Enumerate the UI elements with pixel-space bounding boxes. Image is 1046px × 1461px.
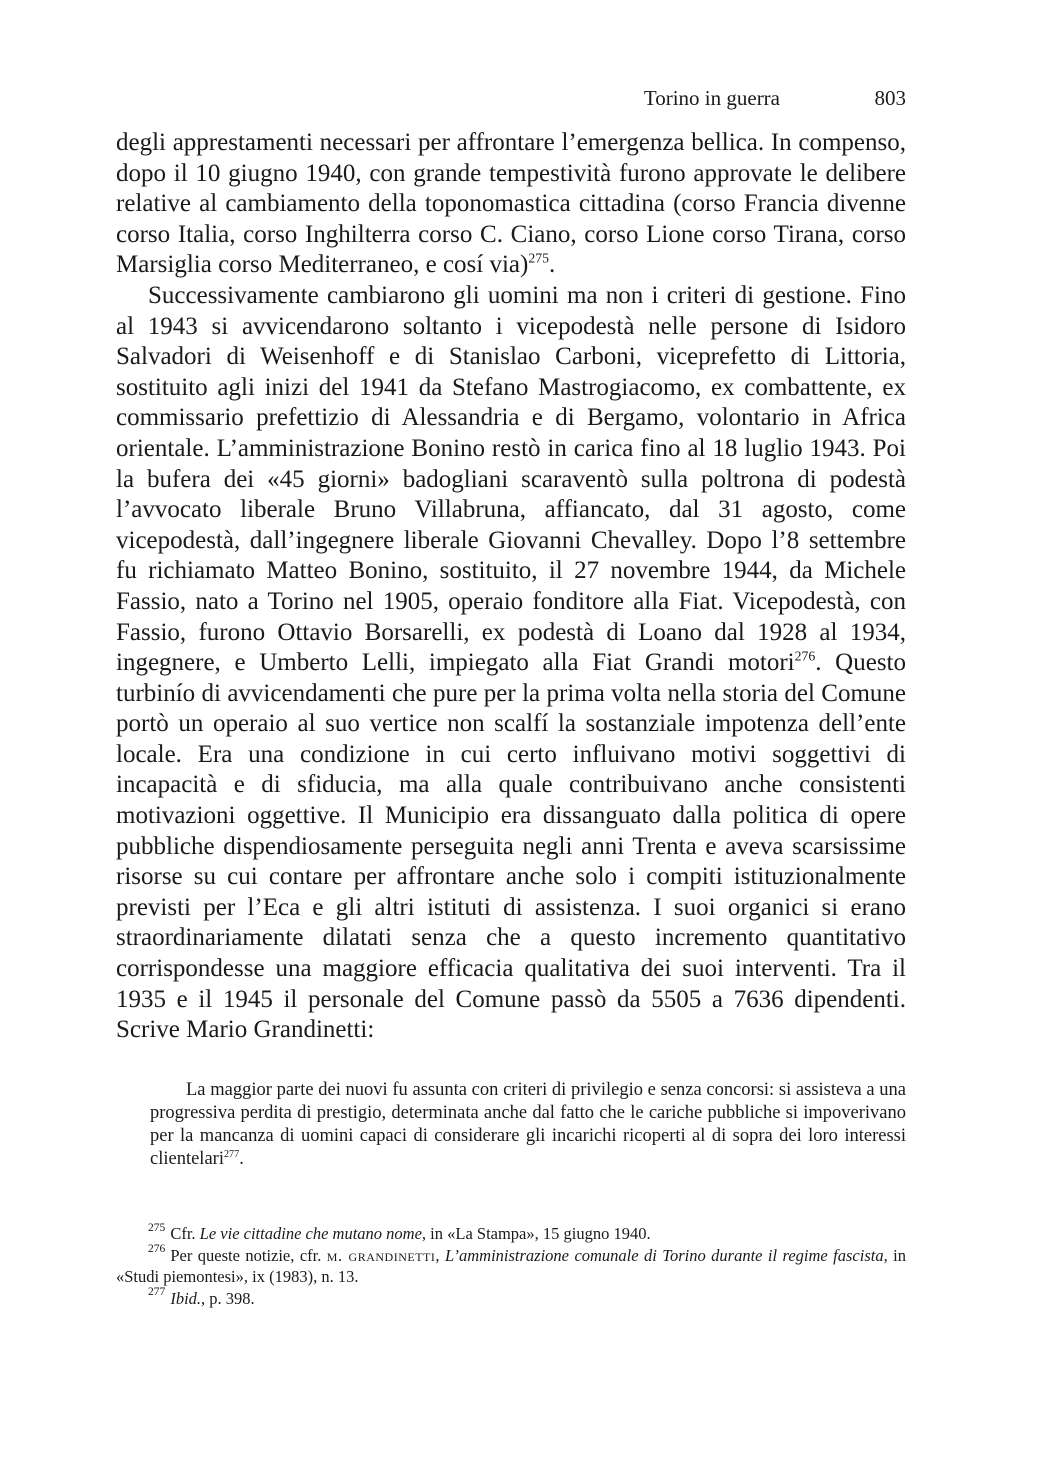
footnote-text: Cfr. (170, 1224, 200, 1243)
block-quote-end: . (239, 1149, 244, 1169)
footnote-276 (116, 1245, 906, 1288)
running-header (116, 82, 906, 114)
footnote-number: 275 (148, 1221, 166, 1234)
footnote-title: Le vie cittadine che mutano nome (199, 1224, 422, 1243)
paragraph-2 (116, 281, 906, 1046)
paragraph-1 (116, 128, 906, 281)
footnotes (116, 1223, 906, 1309)
paragraph-2-text: Successivamente cambiarono gli uomini ma non i criteri di gestione. Fino al 1943 si avvicendarono soltanto i vicepodestà nelle persone di Isidoro Salvadori di Weisenhoff e di Stanislao Carboni, viceprefetto di Littoria, sostituito agli inizi del 1941 da Stefano Mastrogiacomo, ex combattente, ex commissario prefettizio di Alessandria e di Bergamo, volontario in Africa orientale. L’amministrazione Bonino restò in carica fino al 18 luglio 1943. Poi la bufera dei «45 giorni» badogliani scaraventò sulla poltrona di podestà l’avvocato liberale Bruno Villabruna, affiancato, dal 31 agosto, come vicepodestà, dall’ingegnere liberale Giovanni Chevalley. Dopo l’8 settembre fu richiamato Matteo Bonino, sostituito, il 27 novembre 1944, da Michele Fassio, nato a Torino nel 1905, operaio fonditore alla Fiat. Vicepodestà, con Fassio, furono Ottavio Borsarelli, ex podestà di Loano dal 1928 al 1934, ingegnere, e Umberto Lelli, impiegato alla Fiat Grandi motori (116, 281, 906, 677)
footnote-ref-277[interactable]: 277 (223, 1148, 240, 1160)
footnote-275 (116, 1223, 906, 1245)
block-quote (150, 1079, 906, 1171)
page-number: 803 (874, 86, 906, 110)
main-text (116, 128, 906, 1046)
running-title: Torino in guerra (643, 86, 780, 110)
footnote-277 (116, 1288, 906, 1310)
footnote-title: Ibid. (170, 1288, 202, 1308)
footnote-number: 276 (148, 1243, 166, 1256)
footnote-text: , p. 398. (201, 1288, 255, 1308)
footnote-author: m. grandinetti (326, 1245, 436, 1265)
footnote-title: L’amministrazione comunale di Torino durante il regime fascista (444, 1245, 884, 1265)
footnote-ref-275[interactable]: 275 (528, 250, 549, 266)
footnote-text: , in «La Stampa», 15 giugno 1940. (421, 1224, 651, 1243)
footnote-text: Per queste notizie, cfr. (170, 1245, 327, 1265)
paragraph-2-continuation: . Questo turbinío di avvicendamenti che pure per la prima volta nella storia del Comune portò un operaio al suo vertice non scalfí la sostanziale impotenza dell’ente locale. Era una condizione in cui certo influivano motivi soggettivi di incapacità e di sfiducia, ma alla quale contribuivano anche consistenti motivazioni oggettive. Il Municipio era dissanguato dalla politica di opere pubbliche dispendiosamente perseguita negli anni Trenta e aveva scarsissime risorse su cui contare per affrontare anche solo i compiti istituzionalmente previsti per l’Eca e gli altri istituti di assistenza. I suoi organici si erano straordinariamente dilatati senza che a questo incremento quantitativo corrispondesse una maggiore efficacia qualitativa dei suoi interventi. Tra il 1935 e il 1945 il personale del Comune passò da 5505 a 7636 dipendenti. Scrive Mario Grandinetti: (116, 649, 906, 1044)
block-quote-text: La maggior parte dei nuovi fu assunta con criteri di privilegio e senza concorsi: si assisteva a una progressiva perdita di prestigio, determinata anche dal fatto che le cariche pubbliche si impoverivano per la mancanza di uomini capaci di considerare gli incarichi ricoperti al di sopra dei loro interessi clientelari (150, 1080, 906, 1169)
paragraph-1-text: degli apprestamenti necessari per affrontare l’emergenza bellica. In compenso, dopo il 10 giugno 1940, con grande tempestività furono approvate le delibere relative al cambiamento della toponomastica cittadina (corso Francia divenne corso Italia, corso Inghilterra corso C. Ciano, corso Lione corso Tirana, corso Marsiglia corso Mediterraneo, e cosí via) (116, 129, 906, 279)
footnote-number: 277 (148, 1286, 166, 1299)
footnote-text: , in «Studi piemontesi», ix (1983), n. 13. (116, 1245, 907, 1286)
footnote-ref-276[interactable]: 276 (794, 648, 816, 664)
footnote-text: , (435, 1245, 445, 1265)
paragraph-1-end: . (548, 251, 556, 279)
